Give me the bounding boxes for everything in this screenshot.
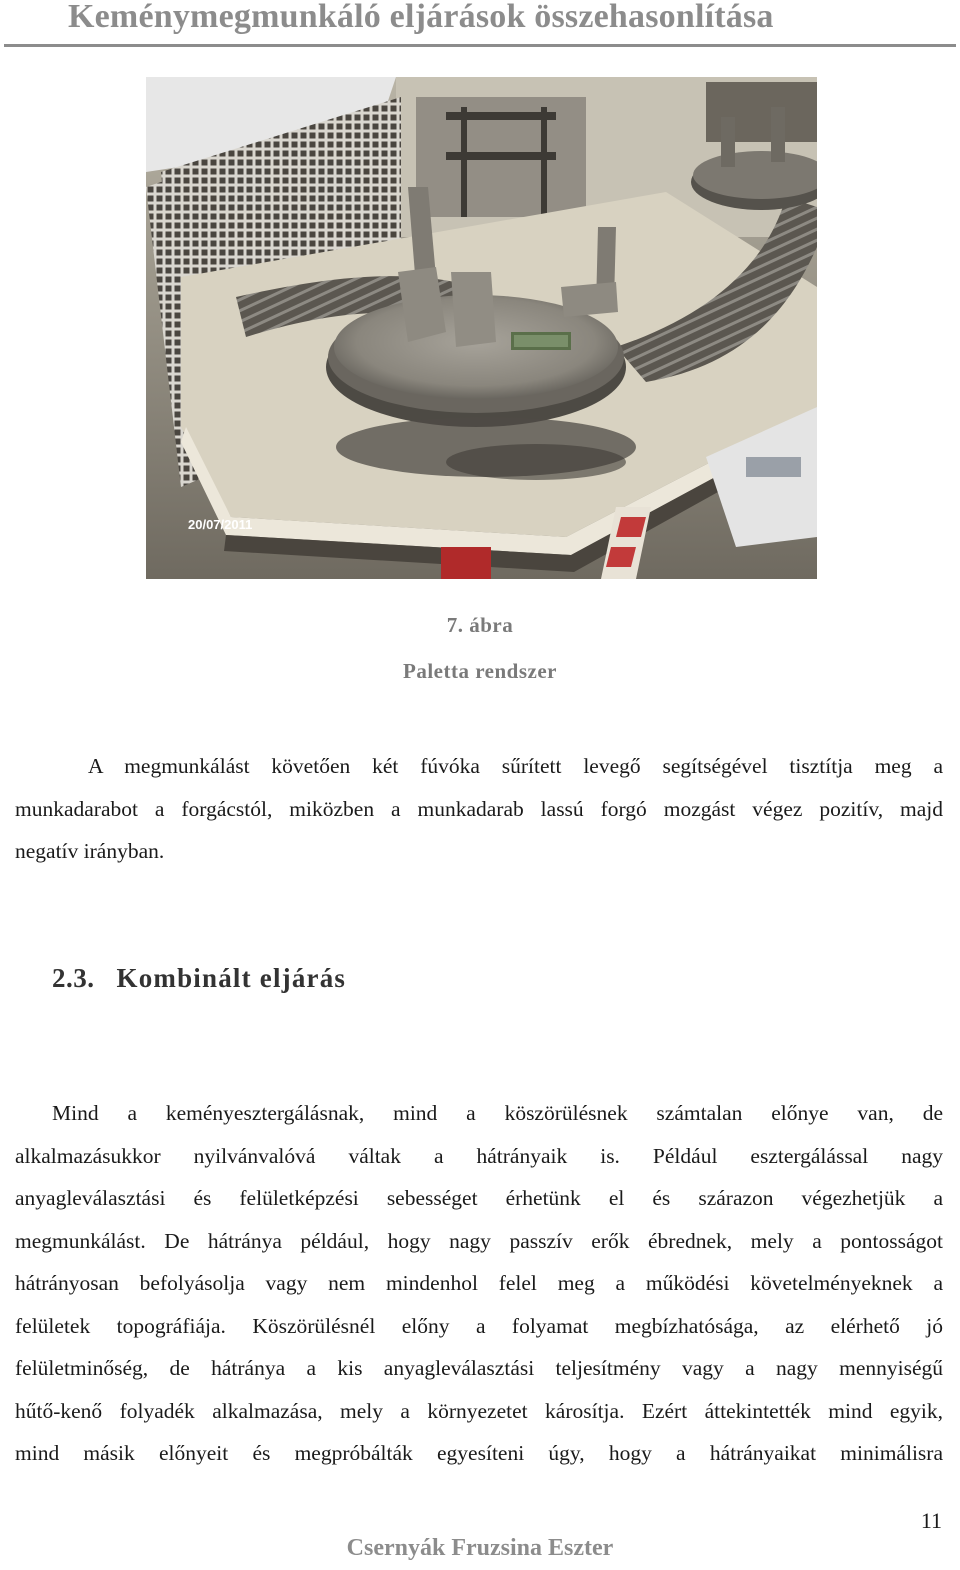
- paragraph-2-line: anyagleválasztási és felületképzési sebességet érhetünk el és szárazon végezhetjük a: [15, 1186, 943, 1210]
- section-title: Kombinált eljárás: [116, 963, 347, 993]
- figure-photo: [146, 77, 817, 579]
- paragraph-2-line: alkalmazásukkor nyilvánvalóvá váltak a hátrányaik is. Például esztergálással nagy: [15, 1143, 943, 1168]
- running-header: [0, 0, 960, 48]
- paragraph-1: [15, 745, 943, 873]
- page-number: 11: [920, 1508, 942, 1533]
- photo-date-stamp: 20/07/2011: [188, 517, 253, 532]
- paragraph-1-line: negatív irányban.: [15, 839, 165, 863]
- figure-caption: Paletta rendszer: [403, 659, 557, 683]
- paragraph-1-line: A megmunkálást követően két fúvóka sűrített levegő segítségével tisztítja meg a: [88, 754, 943, 778]
- paragraph-2-line: felületminőség, de hátránya a kis anyagleválasztási teljesítmény vagy a nagy mennyiségű: [15, 1356, 943, 1380]
- paragraph-2-line: felületek topográfiája. Köszörülésnél előny a folyamat megbízhatósága, az elérhető jó: [15, 1313, 943, 1338]
- paragraph-2-line: hátrányosan befolyásolja vagy nem mindenhol felel meg a működési követelményeknek a: [15, 1271, 943, 1295]
- paragraph-2-line: mind másik előnyeit és megpróbálták egyesíteni úgy, hogy a hátrányaikat minimálisra: [15, 1441, 943, 1465]
- paragraph-2: [15, 1092, 943, 1475]
- section-heading: [52, 963, 346, 994]
- paragraph-2-line: megmunkálást. De hátránya például, hogy nagy passzív erők ébrednek, mely a pontosságot: [15, 1228, 943, 1253]
- section-number: 2.3.: [52, 963, 95, 993]
- paragraph-1-line: munkadarabot a forgácstól, miközben a munkadarab lassú forgó mozgást végez pozitív, majd: [15, 796, 943, 821]
- paragraph-2-line: hűtő-kenő folyadék alkalmazása, mely a környezetet károsítja. Ezért áttekintették mind egyik,: [15, 1398, 943, 1423]
- footer-author: Csernyák Fruzsina Eszter: [346, 1535, 614, 1561]
- header-title: Keménymegmunkáló eljárások összehasonlítása: [68, 0, 774, 35]
- header-rule: [4, 44, 956, 47]
- paragraph-2-line: Mind a keményesztergálásnak, mind a köszörülésnek számtalan előnye van, de: [52, 1101, 943, 1125]
- figure-number: 7. ábra: [446, 613, 514, 637]
